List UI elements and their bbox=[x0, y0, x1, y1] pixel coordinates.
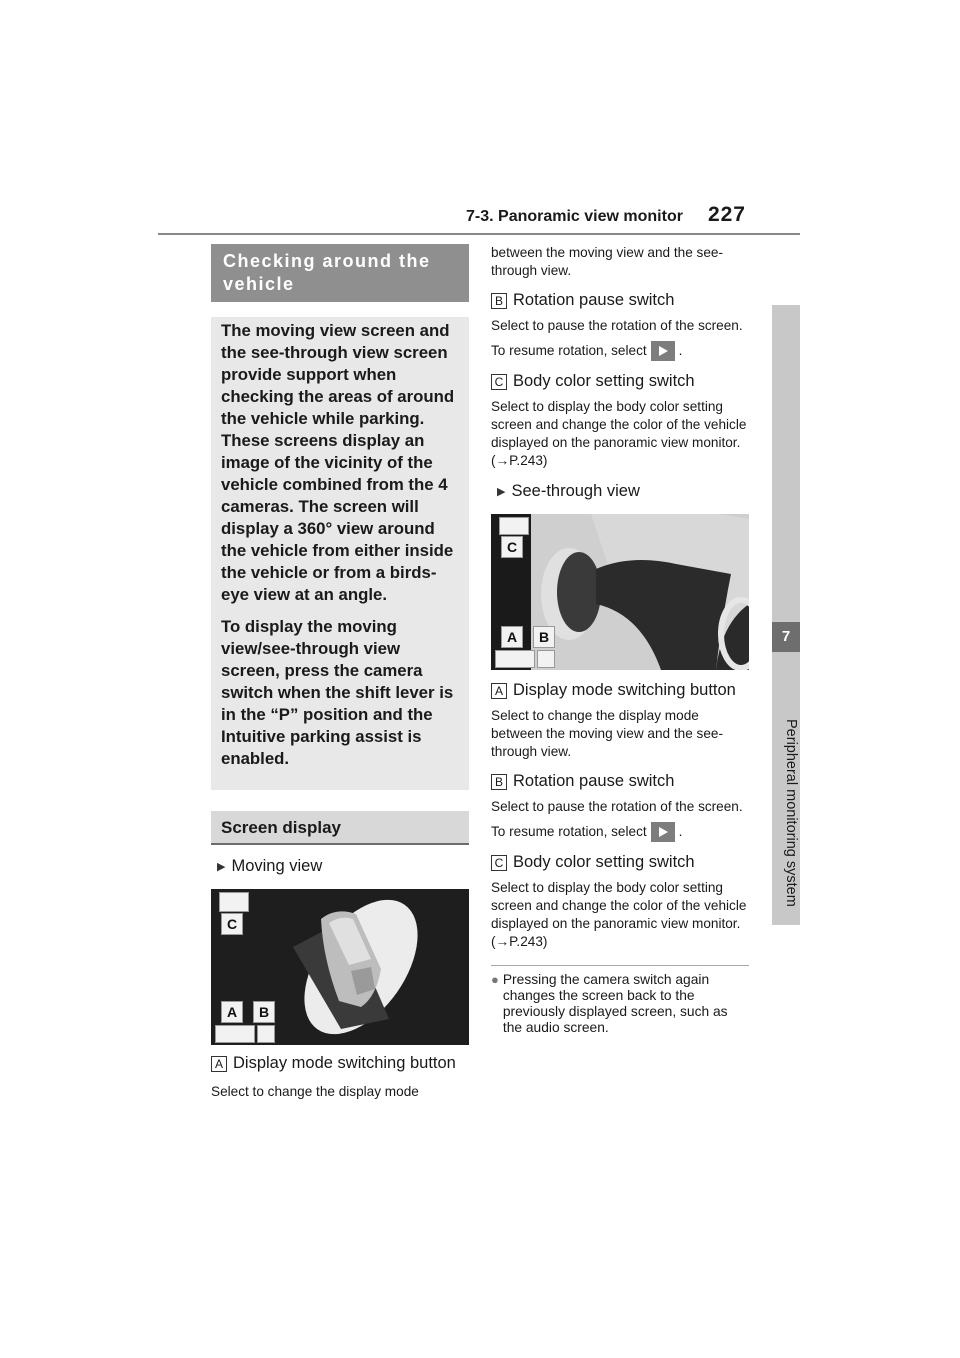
item-b-resume-text: To resume rotation, select bbox=[491, 343, 647, 358]
st-item-a-description: Select to change the display mode between the moving view and the see-through view. bbox=[491, 708, 723, 759]
see-through-view-label: See-through view bbox=[511, 481, 640, 500]
item-b-description: Select to pause the rotation of the screen. bbox=[491, 318, 743, 333]
section-heading: Checking around the vehicle bbox=[211, 244, 469, 302]
screen-display-heading: Screen display bbox=[211, 811, 469, 845]
rotation-pause-button[interactable]: B bbox=[533, 626, 555, 648]
summary-box bbox=[211, 317, 469, 790]
rotation-pause-button[interactable]: B bbox=[253, 1001, 275, 1023]
item-b-letter: B bbox=[491, 293, 507, 309]
see-through-view-title bbox=[491, 480, 749, 502]
item-b-title: Rotation pause switch bbox=[513, 291, 675, 309]
body-color-button[interactable]: C bbox=[501, 536, 523, 558]
st-item-c bbox=[491, 852, 749, 873]
section-title: 7-3. Panoramic view monitor bbox=[466, 208, 683, 225]
camera-indicator-icon bbox=[219, 892, 249, 912]
see-through-view-image bbox=[491, 514, 749, 670]
chapter-title: Peripheral monitoring system bbox=[783, 719, 799, 907]
header-rule bbox=[158, 233, 800, 235]
item-a-description-end: between the moving view and the see-through view. bbox=[491, 245, 723, 278]
st-item-b bbox=[491, 771, 749, 792]
body-color-button[interactable]: C bbox=[221, 913, 243, 935]
triangle-bullet-icon: ▶ bbox=[217, 860, 226, 873]
camera-indicator-icon bbox=[499, 517, 529, 535]
note-divider bbox=[491, 965, 749, 966]
st-item-b-resume-text: To resume rotation, select bbox=[491, 824, 647, 839]
st-item-c-description: Select to display the body color setting screen and change the color of the vehicle displayed on the panoramic view monitor. (→P.243) bbox=[491, 880, 747, 949]
chapter-number: 7 bbox=[772, 622, 800, 652]
st-item-b-letter: B bbox=[491, 774, 507, 790]
item-a-title: Display mode switching button bbox=[233, 1054, 456, 1072]
note-text: Pressing the camera switch again changes the screen back to the previously displayed screen, such as the audio screen. bbox=[502, 972, 728, 1035]
pause-icon bbox=[257, 1025, 275, 1043]
left-column bbox=[211, 244, 469, 1101]
item-c-title: Body color setting switch bbox=[513, 372, 695, 390]
pause-icon bbox=[537, 650, 555, 668]
display-mode-button[interactable]: A bbox=[501, 626, 523, 648]
moving-view-image bbox=[211, 889, 469, 1045]
item-c-letter: C bbox=[491, 374, 507, 390]
moving-view-title bbox=[211, 855, 469, 877]
st-item-b-title: Rotation pause switch bbox=[513, 772, 675, 790]
item-b-resume bbox=[491, 341, 749, 361]
play-icon bbox=[651, 341, 675, 361]
summary-paragraph-2: To display the moving view/see-through view screen, press the camera switch when the shift lever is in the “P” position and the Intuitive parking assist is enabled. bbox=[221, 617, 454, 768]
see-through-view-screen bbox=[491, 514, 749, 670]
right-column bbox=[491, 244, 749, 1036]
view-mode-icon bbox=[495, 650, 535, 668]
play-icon bbox=[651, 822, 675, 842]
view-mode-icon bbox=[215, 1025, 255, 1043]
page-number: 227 bbox=[707, 203, 746, 226]
item-b bbox=[491, 290, 749, 311]
circle-bullet-icon: ● bbox=[491, 972, 499, 987]
moving-view-screen bbox=[211, 889, 469, 1045]
display-mode-button[interactable]: A bbox=[221, 1001, 243, 1023]
item-b-resume-period: . bbox=[678, 343, 683, 358]
item-c bbox=[491, 371, 749, 392]
item-a-letter: A bbox=[211, 1056, 227, 1072]
item-a bbox=[211, 1053, 469, 1074]
st-item-a-letter: A bbox=[491, 683, 507, 699]
item-c-description: Select to display the body color setting screen and change the color of the vehicle displayed on the panoramic view monitor. (→P.243) bbox=[491, 399, 747, 468]
st-item-c-title: Body color setting switch bbox=[513, 853, 695, 871]
summary-paragraph-1: The moving view screen and the see-through view screen provide support when checking the areas of around the vehicle while parking. These screens display an image of the vicinity of the vehicle combined from the 4 cameras. The screen will display a 360° view around the vehicle from either inside the vehicle or from a birds-eye view at an angle. bbox=[221, 321, 455, 604]
moving-view-label: Moving view bbox=[231, 856, 323, 875]
st-item-c-letter: C bbox=[491, 855, 507, 871]
st-item-b-resume-period: . bbox=[678, 824, 683, 839]
item-a-description-start: Select to change the display mode bbox=[211, 1084, 419, 1099]
st-item-b-description: Select to pause the rotation of the screen. bbox=[491, 799, 743, 814]
note bbox=[491, 972, 749, 1036]
page-header bbox=[466, 203, 746, 233]
st-item-a-title: Display mode switching button bbox=[513, 681, 736, 699]
st-item-a bbox=[491, 680, 749, 701]
st-item-b-resume bbox=[491, 822, 749, 842]
triangle-bullet-icon: ▶ bbox=[497, 485, 506, 498]
